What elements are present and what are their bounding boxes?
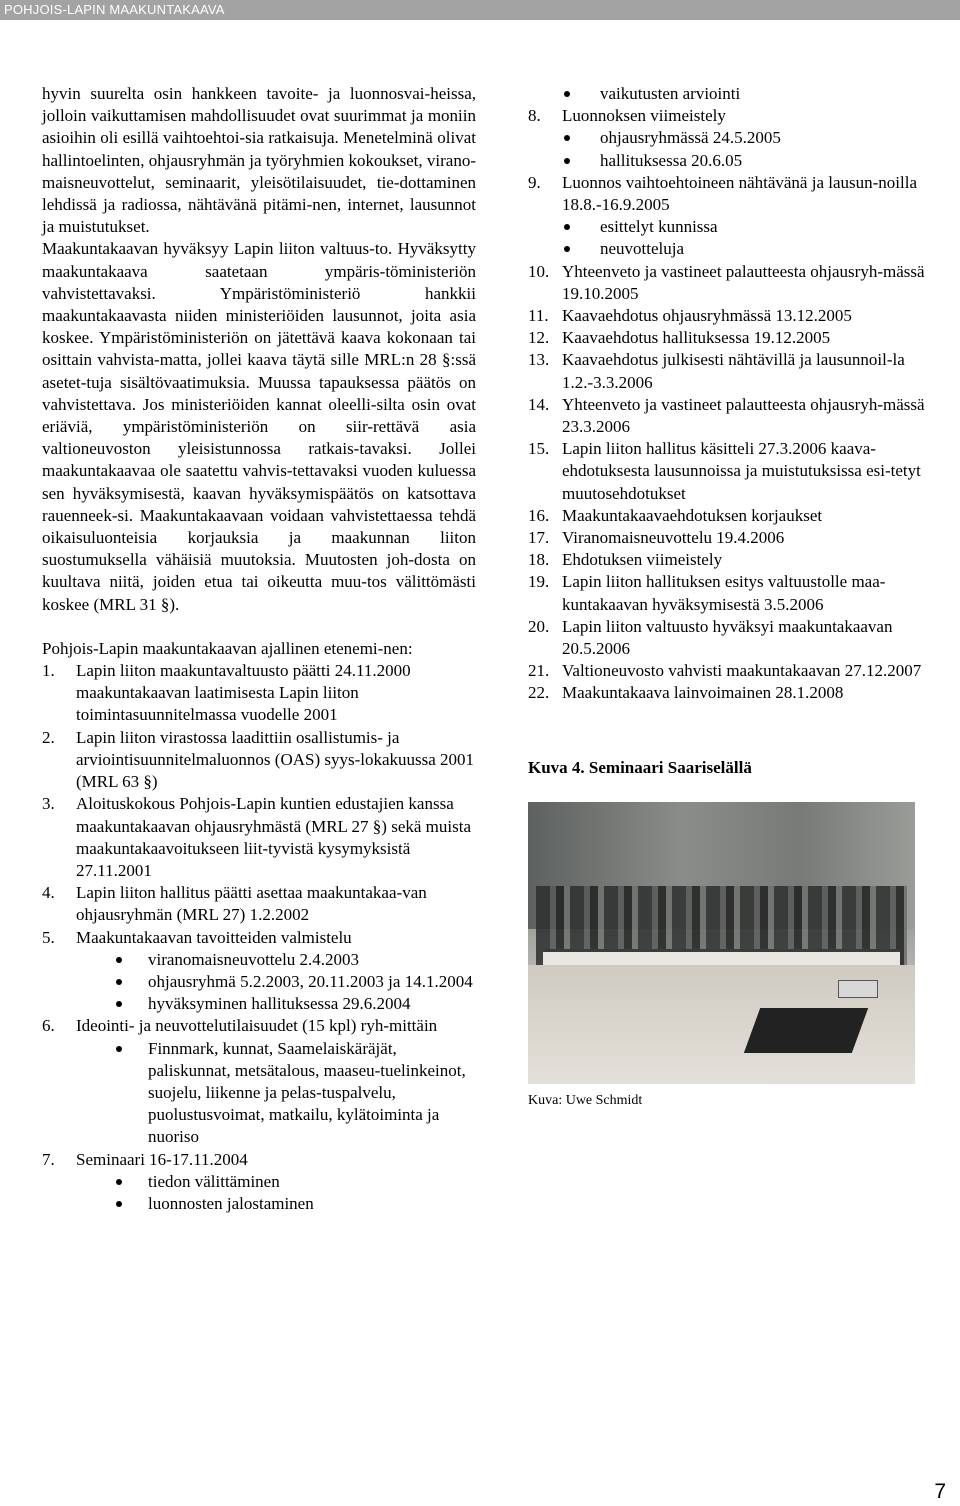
sub-list: [528, 127, 926, 171]
paragraph-approval: Maakuntakaavan hyväksyy Lapin liiton valtuus-to. Hyväksytty maakuntakaava saatetaan ympäris-töministeriön vahvistettavaksi. Ympäristöministeriö hankkii maakuntakaavasta niiden ministeriöiden lausunnot, joita asia koskee. Ympäristöministeriön on jätettävä kaava kokonaan tai osittain vahvista-matta, jollei kaava täytä sille MRL:n 28 §:ssä asetet-tuja sisältövaatimuksia. Muussa tapauksessa päätös on vahvistettava. Jos ministeriöiden kannat oleelli-silta osin ovat eriäviä, ympäristöministeriön on siir-rettävä asia valtioneuvoston yleisistunnossa ratkais-tavaksi. Jollei maakuntakaavaa ole saatettu vahvis-tettavaksi vuoden kuluessa sen hyväksymisestä, kaavan hyväksymispäätös on katsottava rauenneek-si. Maakuntakaavaan voidaan vahvistettaessa tehdä oikaisuluonteisia korjauksia ja maakunnan liiton suostumuksella vähäisiä muutoksia. Muutosten joh-dosta on kuultava niitä, joiden etua tai oikeutta muu-tos välittömästi koskee (MRL 31 §).: [42, 239, 476, 614]
timeline-list-left: [42, 660, 476, 1215]
item-number: 20.: [528, 616, 550, 636]
item-number: 5.: [42, 927, 55, 947]
item-text: Luonnoksen viimeistely: [562, 106, 726, 126]
figure-title: Kuva 4. Seminaari Saariselällä: [528, 757, 752, 777]
sub-list: [528, 216, 926, 260]
item-number: 14.: [528, 394, 550, 414]
item-number: 16.: [528, 505, 550, 525]
item-text: Kaavaehdotus ohjausryhmässä 13.12.2005: [562, 306, 852, 326]
item-text: Lapin liiton hallituksen esitys valtuustolle maa-kuntakaavan hyväksymisestä 3.5.2006: [562, 572, 886, 614]
item-text: Kaavaehdotus julkisesti nähtävillä ja lausunnoil-la 1.2.-3.3.2006: [562, 350, 905, 392]
timeline-item: [42, 1149, 476, 1171]
sub-list-item: hallituksessa 20.6.05: [528, 150, 926, 172]
item-number: 19.: [528, 572, 550, 592]
sub-list-item: luonnosten jalostaminen: [42, 1193, 476, 1215]
sub-list-item: Finnmark, kunnat, Saamelaiskäräjät, paliskunnat, metsätalous, maaseu-tuelinkeinot, suojelu, liikenne ja pelas-tuspalvelu, puolustusvoimat, matkailu, kylätoiminta ja nuoriso: [42, 1038, 476, 1149]
timeline-item: [528, 438, 926, 505]
timeline-item: [528, 327, 926, 349]
sub-list-item: neuvotteluja: [528, 238, 926, 260]
timeline-item: [528, 616, 926, 660]
item-text: Lapin liiton maakuntavaltuusto päätti 24.11.2000 maakuntakaavan laatimisesta Lapin liiton toimintasuunnitelmassa vuodelle 2001: [76, 661, 411, 725]
item-text: Luonnos vaihtoehtoineen nähtävänä ja lausun-noilla 18.8.-16.9.2005: [562, 172, 918, 215]
item-text: Yhteenveto ja vastineet palautteesta ohjausryh-mässä 23.3.2006: [562, 394, 925, 437]
item-number: 7.: [42, 1149, 55, 1169]
timeline-item: [42, 793, 476, 882]
sub-list-item: tiedon välittäminen: [42, 1171, 476, 1193]
item-number: 12.: [528, 328, 550, 348]
item-text: Valtioneuvosto vahvisti maakuntakaavan 27.12.2007: [562, 661, 922, 681]
timeline-item: [42, 882, 476, 926]
timeline-item: [528, 394, 926, 438]
item-text: Ehdotuksen viimeistely: [562, 550, 723, 570]
item-text: Maakuntakaavaehdotuksen korjaukset: [562, 505, 823, 525]
left-column: [42, 83, 476, 1215]
page-number: 7: [934, 1480, 946, 1503]
seminar-photo: [528, 802, 915, 1084]
item-text: Yhteenveto ja vastineet palautteesta ohjausryh-mässä 19.10.2005: [562, 261, 925, 303]
item-number: 13.: [528, 350, 550, 370]
item-text: Lapin liiton valtuusto hyväksyi maakuntakaavan 20.5.2006: [562, 616, 893, 659]
item-text: Aloituskokous Pohjois-Lapin kuntien edustajien kanssa maakuntakaavan ohjausryhmästä (MRL 27 §) sekä muista maakuntakaavoitukseen liit-tyvistä kysymyksistä 27.11.2001: [76, 794, 471, 880]
item-text: Viranomaisneuvottelu 19.4.2006: [562, 528, 785, 548]
list-item: vaikutusten arviointi: [528, 83, 926, 105]
timeline-item: [42, 660, 476, 727]
right-column: [528, 83, 926, 1112]
timeline-item: [528, 172, 926, 216]
timeline-item: [42, 927, 476, 949]
paragraph-participation: hyvin suurelta osin hankkeen tavoite- ja luonnosvai-heissa, jolloin vaikuttamisen mahdollisuudet ovat suurimmat ja moniin asioihin oli esillä vaihtoehtoi-sia ratkaisuja. Menetelminä olivat hallintoelinten, ohjausryhmän ja työryhmien kokoukset, virano-maisneuvottelut, seminaarit, yleisötilaisuudet, tie-dottaminen lehdissä ja radiossa, nähtävänä pitämi-nen, internet, lausunnot ja muistutukset.: [42, 84, 476, 237]
sub-list: [42, 1171, 476, 1215]
timeline-item: [42, 727, 476, 794]
sub-list-item: viranomaisneuvottelu 2.4.2003: [42, 949, 476, 971]
item-text: Maakuntakaava lainvoimainen 28.1.2008: [562, 683, 844, 703]
item-number: 17.: [528, 528, 550, 548]
item-text: Kaavaehdotus hallituksessa 19.12.2005: [562, 328, 831, 348]
timeline-item: [528, 549, 926, 571]
timeline-list-right: [528, 105, 926, 704]
timeline-intro: Pohjois-Lapin maakuntakaavan ajallinen etenemi-nen:: [42, 638, 413, 658]
item-number: 4.: [42, 883, 55, 903]
figure-caption: Kuva: Uwe Schmidt: [528, 1092, 643, 1108]
item-number: 9.: [528, 172, 541, 192]
item-number: 1.: [42, 661, 55, 681]
sub-list: [42, 949, 476, 1016]
sub-list-item: ohjausryhmä 5.2.2003, 20.11.2003 ja 14.1.2004: [42, 971, 476, 993]
item-number: 2.: [42, 727, 55, 747]
item-text: Seminaari 16-17.11.2004: [76, 1149, 248, 1169]
timeline-item: [528, 682, 926, 704]
item-text: Lapin liiton hallitus päätti asettaa maakuntakaa-van ohjausryhmän (MRL 27) 1.2.2002: [76, 883, 427, 925]
item-text: Maakuntakaavan tavoitteiden valmistelu: [76, 927, 352, 947]
timeline-item: [528, 571, 926, 615]
timeline-item: [528, 305, 926, 327]
item-text: Lapin liiton hallitus käsitteli 27.3.2006 kaava-ehdotuksesta lausunnoissa ja muistutuksissa esi-tetyt muutosehdotukset: [562, 439, 921, 503]
sub-list-item: ohjausryhmässä 24.5.2005: [528, 127, 926, 149]
item-text: Ideointi- ja neuvottelutilaisuudet (15 kpl) ryh-mittäin: [76, 1016, 438, 1036]
item-number: 15.: [528, 439, 550, 459]
timeline-item: [528, 660, 926, 682]
item-number: 21.: [528, 661, 550, 681]
item-number: 11.: [528, 306, 549, 326]
item-number: 18.: [528, 550, 550, 570]
running-header: [0, 0, 960, 20]
item-number: 10.: [528, 261, 550, 281]
header-title: POHJOIS-LAPIN MAAKUNTAKAAVA: [4, 2, 225, 17]
item-text: Lapin liiton virastossa laadittiin osallistumis- ja arviointisuunnitelmaluonnos (OAS) syys-lokakuussa 2001 (MRL 63 §): [76, 727, 475, 792]
sub-list: [42, 1038, 476, 1149]
item-number: 22.: [528, 683, 550, 703]
continued-sub-list: [528, 83, 926, 105]
item-number: 3.: [42, 794, 55, 814]
sub-list-item: esittelyt kunnissa: [528, 216, 926, 238]
item-number: 8.: [528, 106, 541, 126]
timeline-item: [528, 105, 926, 127]
timeline-item: [42, 1015, 476, 1037]
timeline-item: [528, 261, 926, 305]
timeline-item: [528, 349, 926, 393]
sub-list-item: hyväksyminen hallituksessa 29.6.2004: [42, 993, 476, 1015]
timeline-item: [528, 505, 926, 527]
timeline-item: [528, 527, 926, 549]
item-number: 6.: [42, 1016, 55, 1036]
